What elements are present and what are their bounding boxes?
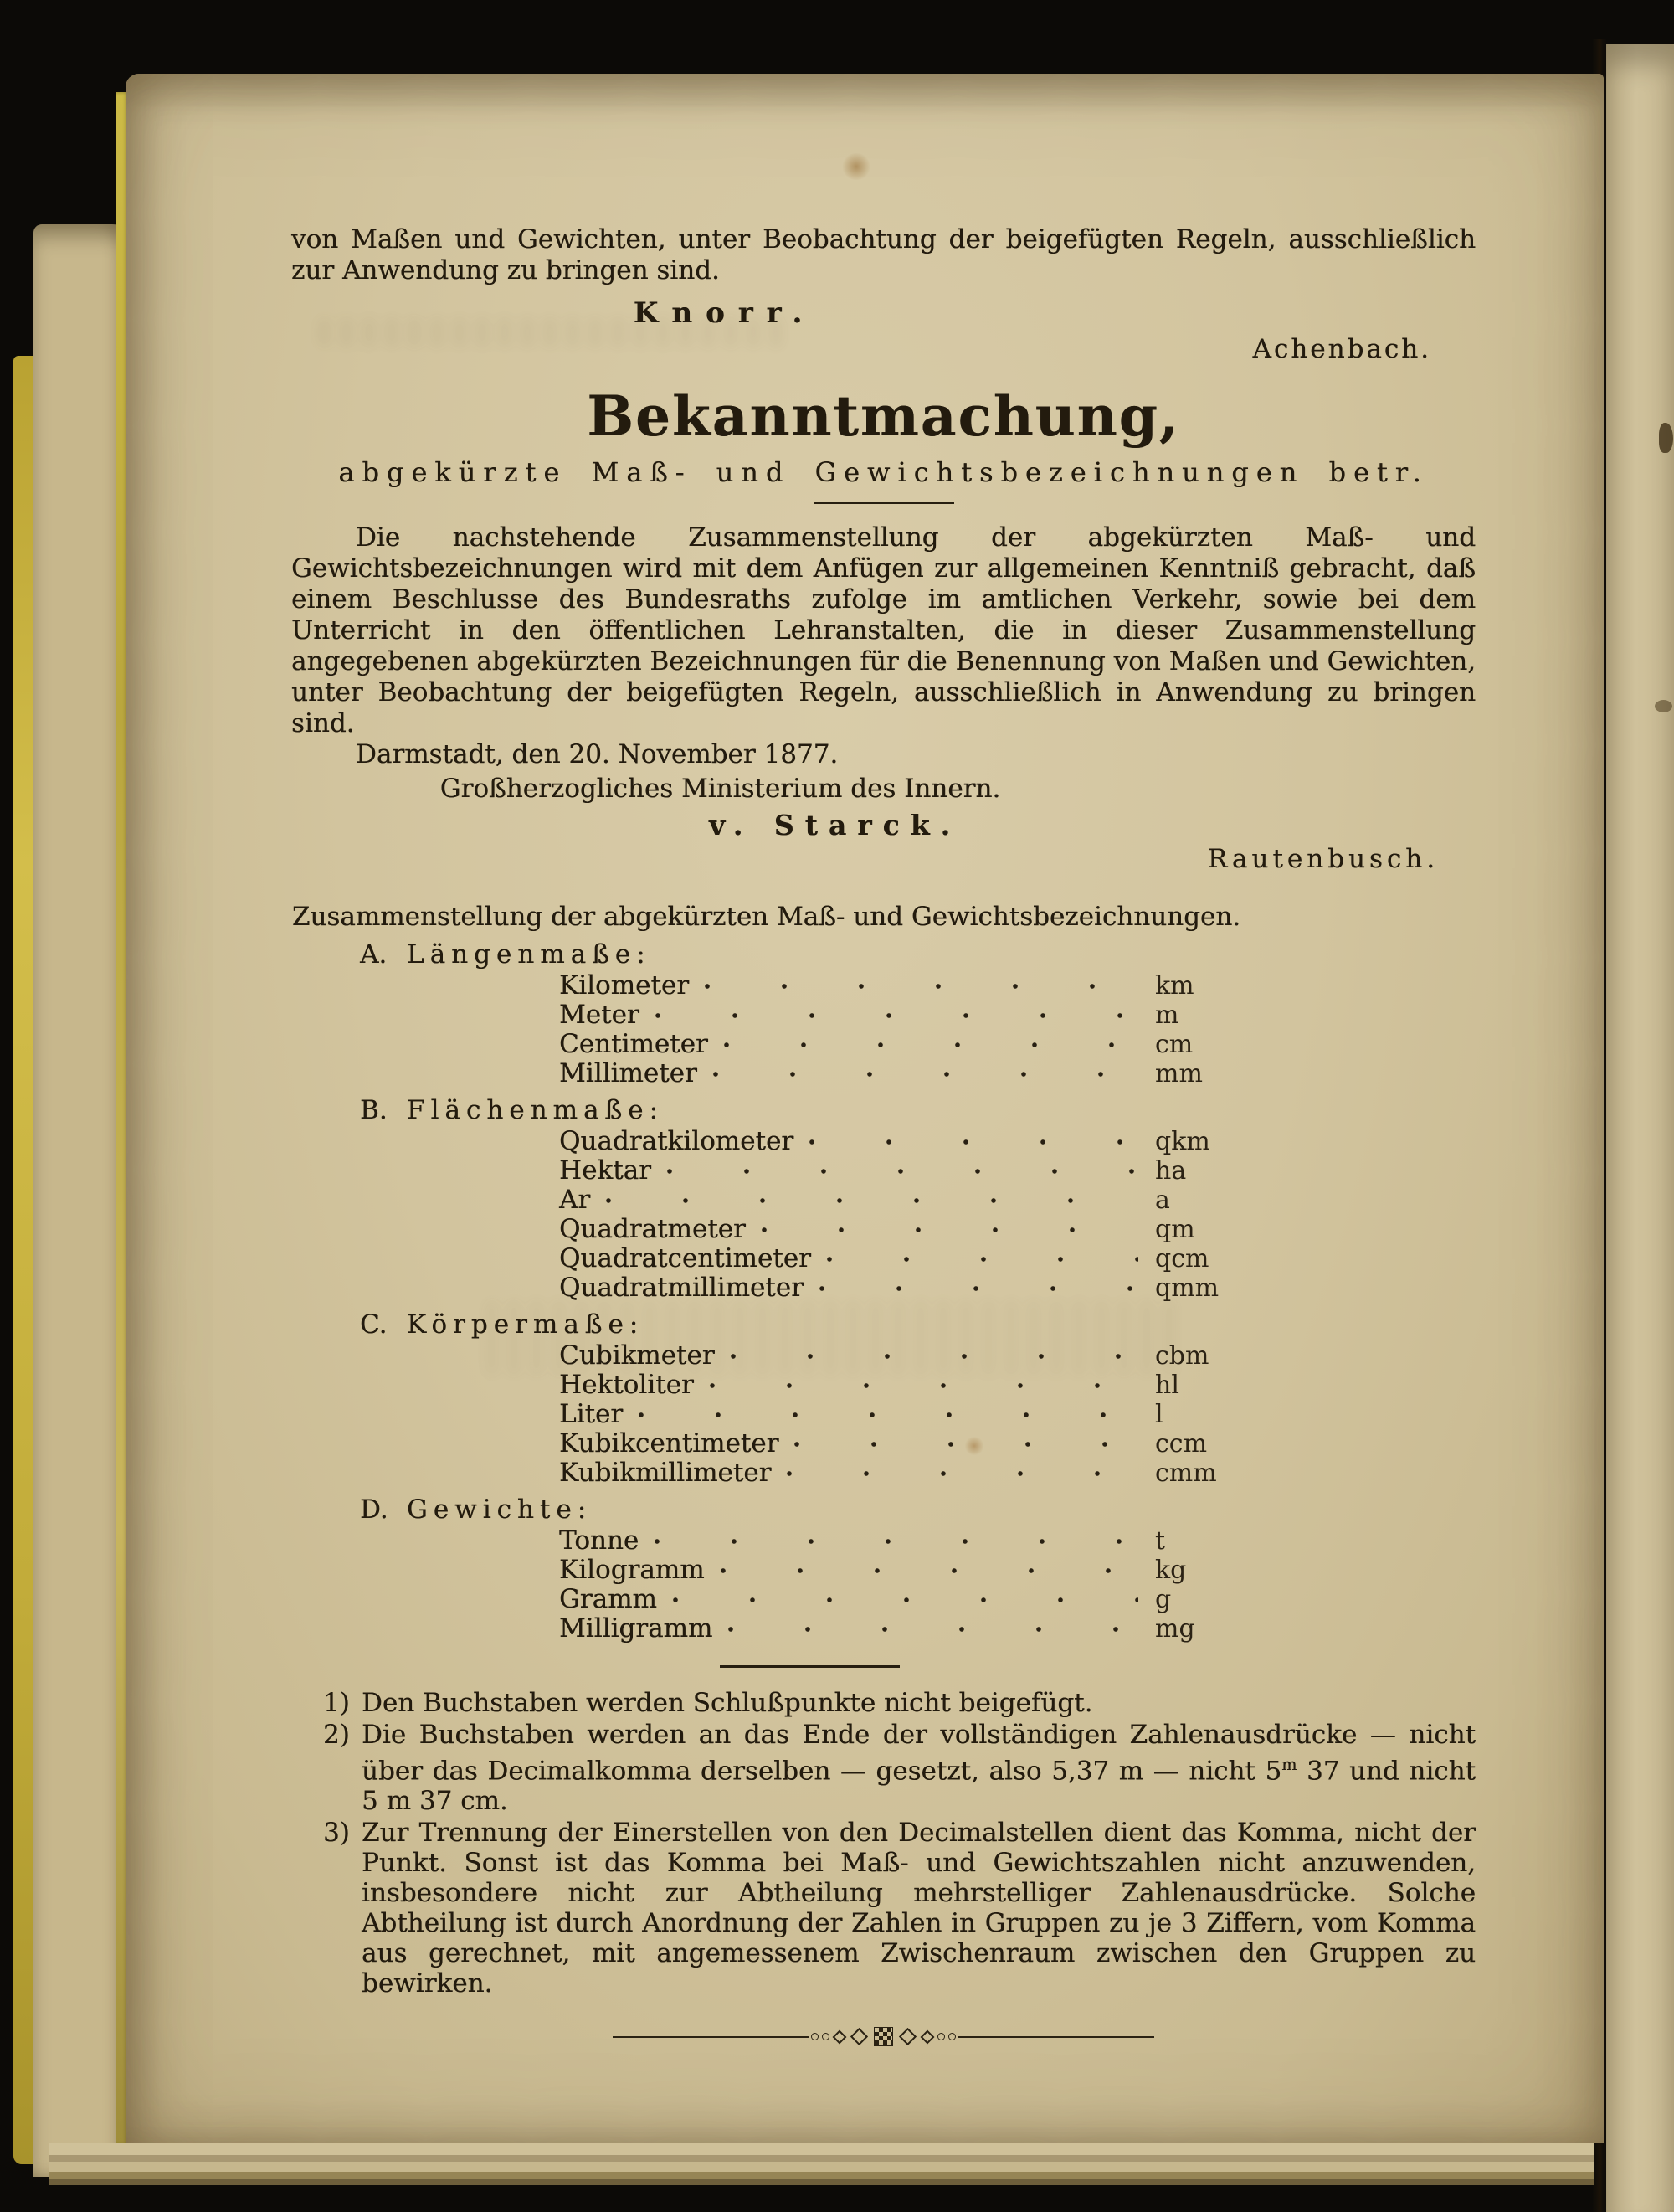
table-row bbox=[291, 1371, 1476, 1400]
unit-abbreviation: g bbox=[1155, 1585, 1172, 1614]
table-row bbox=[291, 1186, 1476, 1215]
table-row bbox=[291, 1215, 1476, 1244]
note-number: 1) bbox=[323, 1688, 350, 1718]
section-name: Körpermaße: bbox=[407, 1309, 644, 1340]
dot-leader bbox=[638, 1412, 1138, 1418]
ornament-ring bbox=[822, 2033, 829, 2040]
table-row bbox=[291, 1244, 1476, 1273]
table-title: Zusammenstellung der abgekürzten Maß- und Gewichtsbezeichnungen. bbox=[291, 902, 1241, 932]
unit-name: Meter bbox=[559, 1000, 639, 1030]
divider-rule bbox=[814, 502, 954, 504]
dot-leader bbox=[761, 1227, 1138, 1233]
ornament-ring bbox=[937, 2033, 945, 2040]
ornament-checker-block bbox=[874, 2027, 893, 2046]
dot-leader bbox=[605, 1197, 1138, 1204]
dot-leader bbox=[720, 1567, 1138, 1574]
ornament-ring bbox=[948, 2033, 956, 2040]
table-row bbox=[291, 1458, 1476, 1488]
table-row bbox=[291, 1585, 1476, 1614]
unit-abbreviation: cbm bbox=[1155, 1341, 1209, 1371]
dot-leader bbox=[819, 1285, 1138, 1292]
ornament-diamond bbox=[899, 2028, 917, 2045]
section-letter: D. bbox=[360, 1494, 388, 1525]
unit-name: Kilometer bbox=[559, 970, 690, 1001]
unit-abbreviation: t bbox=[1155, 1526, 1166, 1556]
note-item bbox=[291, 1818, 1476, 1999]
note-segment: Zur Trennung der Einerstellen von den Decimalstellen dient das Komma, nicht der Punkt. Sonst ist das Komma bei Maß- und Gewichtszahlen nicht anzuwenden, insbesondere nicht zur Abtheilung mehrstelliger Zahlenausdrücke. Solche Abtheilung ist durch Anordnung der Zahlen in Gruppen zu je 3 Ziffern, vom Komma aus gerechnet, mit angemessenem Zwischenraum zwischen den Gruppen zu bewirken. bbox=[362, 1818, 1476, 1999]
dateline: Darmstadt, den 20. November 1877. bbox=[356, 739, 839, 769]
unit-name: Liter bbox=[559, 1399, 624, 1429]
page-edge-band bbox=[49, 2162, 1594, 2172]
unit-name: Milligramm bbox=[559, 1613, 713, 1644]
unit-abbreviation: qm bbox=[1155, 1215, 1195, 1244]
unit-name: Hektoliter bbox=[559, 1370, 694, 1400]
page-edge-band bbox=[49, 2172, 1594, 2179]
dot-leader bbox=[826, 1256, 1138, 1263]
unit-name: Gramm bbox=[559, 1584, 657, 1614]
dot-leader bbox=[709, 1382, 1138, 1389]
dot-leader bbox=[786, 1470, 1138, 1477]
unit-abbreviation: l bbox=[1155, 1400, 1163, 1429]
unit-abbreviation: cm bbox=[1155, 1030, 1194, 1059]
ornament-diamond bbox=[921, 2029, 935, 2044]
note-text bbox=[362, 1688, 1476, 1718]
note-segment: Den Buchstaben werden Schlußpunkte nicht beigefügt. bbox=[362, 1688, 1093, 1718]
note-text bbox=[362, 1818, 1476, 1999]
table-row bbox=[291, 1127, 1476, 1156]
ornament-ring bbox=[811, 2033, 819, 2040]
unit-abbreviation: km bbox=[1155, 971, 1194, 1001]
page-content bbox=[291, 74, 1476, 2046]
section-name: Längenmaße: bbox=[407, 939, 651, 970]
note-number: 2) bbox=[323, 1720, 350, 1750]
book-page bbox=[126, 74, 1604, 2143]
section-letter: B. bbox=[360, 1095, 388, 1125]
unit-abbreviation: mg bbox=[1155, 1614, 1195, 1644]
section-header bbox=[360, 1095, 1476, 1125]
unit-name: Cubikmeter bbox=[559, 1340, 715, 1371]
dot-leader bbox=[793, 1441, 1138, 1448]
dot-leader bbox=[712, 1071, 1138, 1078]
unit-abbreviation: qcm bbox=[1155, 1244, 1209, 1273]
note-number: 3) bbox=[323, 1818, 350, 1849]
ornament-line bbox=[613, 2036, 809, 2038]
section-header bbox=[360, 1494, 1476, 1525]
unit-name: Quadratmillimeter bbox=[559, 1273, 804, 1303]
dot-leader bbox=[654, 1538, 1138, 1545]
ministry-line: Großherzogliches Ministerium des Innern. bbox=[439, 774, 1001, 804]
unit-name: Millimeter bbox=[559, 1058, 697, 1088]
note-item bbox=[291, 1688, 1476, 1718]
table-row bbox=[291, 1059, 1476, 1088]
table-row bbox=[291, 1429, 1476, 1458]
dot-leader bbox=[723, 1042, 1138, 1048]
page-bleed-mark bbox=[1659, 423, 1673, 453]
unit-abbreviation: kg bbox=[1155, 1556, 1187, 1585]
announcement-body: Die nachstehende Zusammenstellung der abgekürzten Maß- und Gewichtsbezeichnungen wird mit dem Anfügen zur allgemeinen Kenntniß gebracht, daß einem Beschlusse des Bundesraths zufolge im amtlichen Verkehr, sowie bei dem Unterricht in den öffentlichen Lehranstalten, die in dieser Zusammenstellung angegebenen abgekürzten Bezeichnungen für die Benennung von Maßen und Gewichten, unter Beobachtung der beigefügten Regeln, ausschließlich in Anwendung zu bringen sind. bbox=[291, 522, 1476, 738]
unit-name: Quadratcentimeter bbox=[559, 1243, 811, 1273]
bottom-page-stack bbox=[49, 2143, 1594, 2185]
table-row bbox=[291, 1526, 1476, 1556]
unit-abbreviation: ccm bbox=[1155, 1429, 1208, 1458]
section-letter: C. bbox=[360, 1309, 388, 1340]
unit-name: Ar bbox=[559, 1185, 591, 1215]
unit-name: Centimeter bbox=[559, 1029, 708, 1059]
dot-leader bbox=[730, 1353, 1138, 1360]
table-row bbox=[291, 1156, 1476, 1186]
signature-rautenbusch: Rautenbusch. bbox=[1207, 844, 1439, 874]
rules-notes bbox=[291, 1688, 1476, 1999]
section-header bbox=[360, 1309, 1476, 1340]
table-row bbox=[291, 1614, 1476, 1644]
ornament-diamond bbox=[850, 2028, 868, 2045]
dot-leader bbox=[672, 1597, 1138, 1603]
dot-leader bbox=[727, 1626, 1138, 1633]
superscript-unit: m bbox=[1281, 1755, 1297, 1774]
ornament-line bbox=[958, 2036, 1154, 2038]
signature-starck: v. Starck. bbox=[708, 809, 962, 841]
signature-knorr: Knorr. bbox=[633, 296, 816, 330]
table-row bbox=[291, 971, 1476, 1001]
table-row bbox=[291, 1400, 1476, 1429]
unit-abbreviation: a bbox=[1155, 1186, 1170, 1215]
note-item bbox=[291, 1720, 1476, 1816]
unit-name: Hektar bbox=[559, 1155, 651, 1186]
page-edge-band bbox=[49, 2179, 1594, 2185]
unit-abbreviation: mm bbox=[1155, 1059, 1203, 1088]
note-segment: Die Buchstaben werden an das Ende der vollständigen Zahlenausdrücke — nicht über das Decimalkomma derselben — gesetzt, also 5,37 m — nicht 5 bbox=[362, 1720, 1476, 1787]
page-edge-band bbox=[49, 2143, 1594, 2155]
section-name: Flächenmaße: bbox=[407, 1095, 664, 1125]
table-row bbox=[291, 1341, 1476, 1371]
section-header bbox=[360, 939, 1476, 970]
table-row bbox=[291, 1030, 1476, 1059]
unit-abbreviation: cmm bbox=[1155, 1458, 1217, 1488]
unit-abbreviation: qkm bbox=[1155, 1127, 1210, 1156]
measurement-table bbox=[291, 939, 1476, 1644]
section-letter: A. bbox=[360, 939, 388, 970]
unit-name: Quadratkilometer bbox=[559, 1126, 794, 1156]
announcement-subtitle: abgekürzte Maß- und Gewichtsbezeichnungen betr. bbox=[338, 456, 1429, 488]
dot-leader bbox=[666, 1168, 1138, 1175]
divider-rule bbox=[720, 1665, 900, 1668]
note-segment: 37 und nicht 5 m 37 cm. bbox=[362, 1756, 1476, 1817]
unit-name: Kilogramm bbox=[559, 1555, 705, 1585]
unit-abbreviation: m bbox=[1155, 1001, 1179, 1030]
divider-ornament-icon bbox=[291, 2027, 1476, 2046]
page-bleed-mark bbox=[1655, 700, 1672, 712]
unit-name: Kubikcentimeter bbox=[559, 1428, 779, 1458]
unit-abbreviation: ha bbox=[1155, 1156, 1187, 1186]
dot-leader bbox=[809, 1139, 1138, 1145]
section-name: Gewichte: bbox=[407, 1494, 593, 1525]
table-row bbox=[291, 1001, 1476, 1030]
unit-abbreviation: hl bbox=[1155, 1371, 1179, 1400]
dot-leader bbox=[655, 1012, 1138, 1019]
signature-achenbach: Achenbach. bbox=[1252, 334, 1431, 364]
unit-name: Tonne bbox=[559, 1525, 639, 1556]
table-row bbox=[291, 1273, 1476, 1303]
unit-abbreviation: qmm bbox=[1155, 1273, 1220, 1303]
ornament-diamond bbox=[833, 2029, 847, 2044]
unit-name: Kubikmillimeter bbox=[559, 1458, 772, 1488]
note-text bbox=[362, 1720, 1476, 1816]
adjacent-page bbox=[1606, 44, 1674, 2212]
announcement-title: Bekanntmachung, bbox=[587, 383, 1180, 449]
unit-name: Quadratmeter bbox=[559, 1214, 746, 1244]
page-edge-band bbox=[49, 2155, 1594, 2162]
continuation-paragraph: von Maßen und Gewichten, unter Beobachtung der beigefügten Regeln, ausschließlich zur Anwendung zu bringen sind. bbox=[291, 224, 1476, 286]
dot-leader bbox=[704, 983, 1138, 990]
table-row bbox=[291, 1556, 1476, 1585]
